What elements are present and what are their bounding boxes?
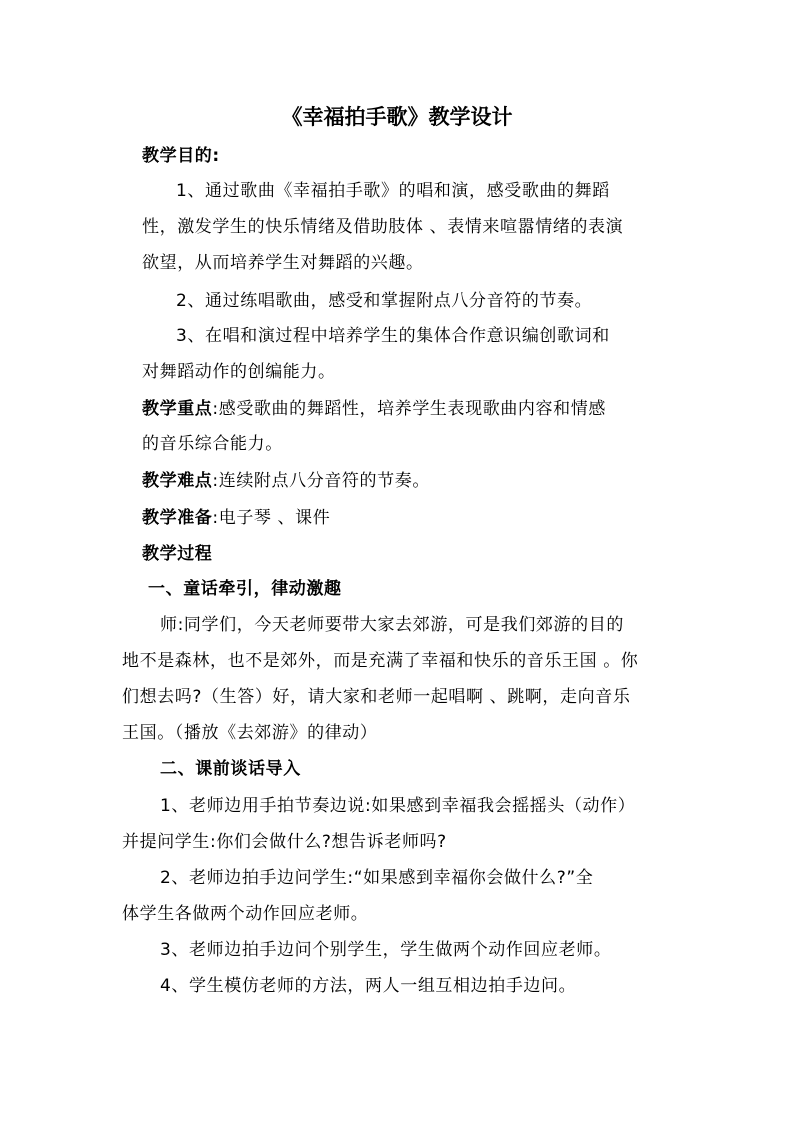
difficulty-text: :连续附点八分音符的节奏。 xyxy=(212,471,430,491)
section-1-line-1: 师:同学们，今天老师要带大家去郊游，可是我们郊游的目的 xyxy=(160,615,624,635)
section-1-line-3: 们想去吗?（生答）好，请大家和老师一起唱啊 、跳啊，走向音乐 xyxy=(122,687,631,707)
objective-3-line-1: 3、在唱和演过程中培养学生的集体合作意识编创歌词和 xyxy=(176,326,610,346)
key-point-line-1 xyxy=(142,398,606,420)
key-point-text: :感受歌曲的舞蹈性，培养学生表现歌曲内容和情感 xyxy=(212,399,606,419)
objective-1-line-1: 1、通过歌曲《幸福拍手歌》的唱和演，感受歌曲的舞蹈 xyxy=(176,181,610,201)
document-title: 《幸福拍手歌》教学设计 xyxy=(281,105,513,129)
objective-2: 2、通过练唱歌曲，感受和掌握附点八分音符的节奏。 xyxy=(176,291,593,311)
key-point-label: 教学重点 xyxy=(142,399,213,419)
step-1-line-1: 1、老师边用手拍节奏边说:如果感到幸福我会摇摇头（动作） xyxy=(160,796,636,816)
preparation-label: 教学准备 xyxy=(142,508,213,528)
objective-1-line-3: 欲望，从而培养学生对舞蹈的兴趣。 xyxy=(142,253,424,273)
objectives-heading: 教学目的: xyxy=(142,146,220,166)
step-2-line-2: 体学生各做两个动作回应老师。 xyxy=(122,904,369,924)
preparation-text: :电子琴 、课件 xyxy=(212,508,331,528)
preparation-line xyxy=(142,507,330,529)
section-1-line-4: 王国。（播放《去郊游》的律动） xyxy=(122,723,378,743)
objective-3-line-2: 对舞蹈动作的创编能力。 xyxy=(142,362,336,382)
objective-1-line-2: 性，激发学生的快乐情绪及借助肢体 、表情来喧嚣情绪的表演 xyxy=(142,217,624,237)
step-2-line-1: 2、老师边拍手边问学生:“如果感到幸福你会做什么?”全 xyxy=(160,868,594,888)
section-2-heading: 二、课前谈话导入 xyxy=(160,759,301,779)
section-1-heading: 一、童话牵引，律动激趣 xyxy=(148,579,342,599)
step-4: 4、学生模仿老师的方法，两人一组互相边拍手边问。 xyxy=(160,976,577,996)
process-heading: 教学过程 xyxy=(142,544,213,564)
step-3: 3、老师边拍手边问个别学生，学生做两个动作回应老师。 xyxy=(160,940,612,960)
difficulty-line xyxy=(142,470,430,492)
key-point-line-2: 的音乐综合能力。 xyxy=(142,434,283,454)
section-1-line-2: 地不是森林，也不是郊外，而是充满了幸福和快乐的音乐王国 。你 xyxy=(122,651,639,671)
difficulty-label: 教学难点 xyxy=(142,471,213,491)
step-1-line-2: 并提问学生:你们会做什么?想告诉老师吗? xyxy=(122,832,447,852)
